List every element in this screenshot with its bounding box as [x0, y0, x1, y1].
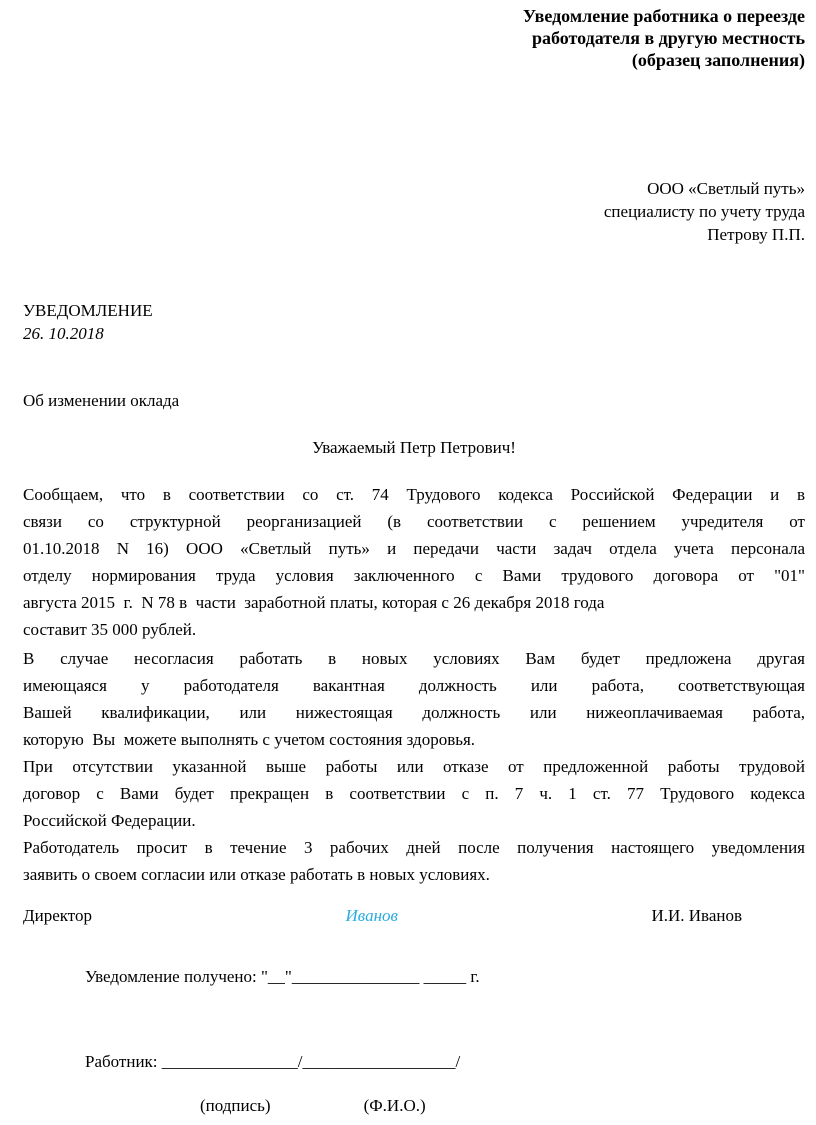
document-title-line: (образец заполнения)	[631, 50, 805, 70]
salutation: Уважаемый Петр Петрович!	[312, 438, 516, 457]
paragraph-line: августа 2015 г. N 78 в части заработной платы, которая с 26 декабря 2018 года	[23, 593, 605, 612]
addressee-company: ООО «Светлый путь»	[647, 179, 805, 198]
signature-handwritten: Иванов	[345, 906, 398, 925]
paragraph-line: договор с Вами будет прекращен в соответствии с п. 7 ч. 1 ст. 77 Трудового кодекса	[23, 784, 805, 803]
notice-date: 26. 10.2018	[23, 324, 104, 343]
paragraph-line: имеющаяся у работодателя вакантная должность или работа, соответствующая	[23, 676, 805, 695]
caption-signature: (подпись)	[200, 1096, 271, 1115]
received-line: Уведомление получено: "__"_______________ _____ г.	[85, 967, 480, 986]
paragraph-line: связи со структурной реорганизацией (в соответствии с решением учредителя от	[23, 512, 805, 531]
paragraph-line: Вашей квалификации, или нижестоящая должность или нижеоплачиваемая работа,	[23, 703, 805, 722]
paragraph-line: Российской Федерации.	[23, 811, 196, 830]
paragraph-line: 01.10.2018 N 16) ООО «Светлый путь» и передачи части задач отдела учета персонала	[23, 539, 805, 558]
paragraph-line: Работодатель просит в течение 3 рабочих дней после получения настоящего уведомления	[23, 838, 805, 857]
signature-position: Директор	[23, 906, 92, 925]
document-title-line: Уведомление работника о переезде	[522, 6, 805, 26]
paragraph-line: составит 35 000 рублей.	[23, 620, 197, 639]
paragraph-line: отделу нормирования труда условия заключенного с Вами трудового договора от "01"	[23, 566, 805, 585]
paragraph-line: заявить о своем согласии или отказе работать в новых условиях.	[23, 865, 490, 884]
signature-name: И.И. Иванов	[651, 906, 742, 925]
document-title	[23, 5, 805, 71]
document-title-line: работодателя в другую местность	[532, 28, 805, 48]
caption-fio: (Ф.И.О.)	[363, 1096, 426, 1115]
notice-subject: Об изменении оклада	[23, 391, 180, 410]
addressee-position: специалисту по учету труда	[603, 202, 805, 221]
worker-line: Работник: ________________/__________________/	[85, 1052, 461, 1071]
signature-row	[23, 905, 805, 927]
addressee-block	[23, 177, 805, 246]
body-paragraph-1	[23, 481, 805, 643]
paragraph-line: При отсутствии указанной выше работы или отказе от предложенной работы трудовой	[23, 757, 805, 776]
notice-heading: УВЕДОМЛЕНИЕ	[23, 301, 153, 320]
paragraph-line: которую Вы можете выполнять с учетом состояния здоровья.	[23, 730, 476, 749]
paragraph-line: В случае несогласия работать в новых условиях Вам будет предложена другая	[23, 649, 805, 668]
body-paragraph-2	[23, 645, 805, 888]
addressee-name: Петрову П.П.	[707, 225, 805, 244]
paragraph-line: Сообщаем, что в соответствии со ст. 74 Трудового кодекса Российской Федерации и в	[23, 485, 805, 504]
caption-row	[200, 1095, 805, 1117]
